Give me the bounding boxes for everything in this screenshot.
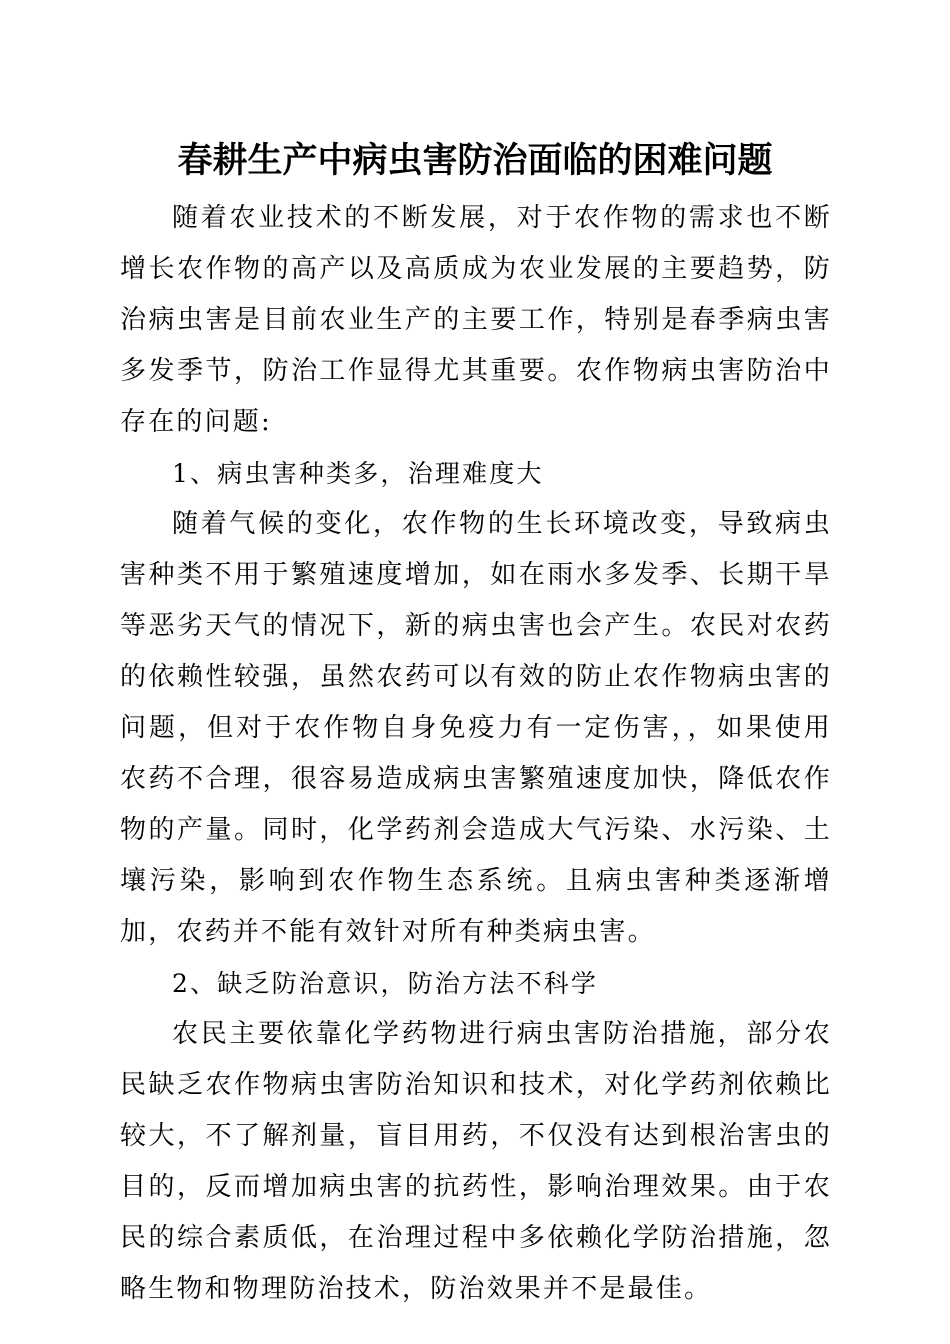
document-body (120, 193, 832, 1315)
intro-paragraph: 随着农业技术的不断发展，对于农作物的需求也不断增长农作物的高产以及高质成为农业发展的主要趋势，防治病虫害是目前农业生产的主要工作，特别是春季病虫害多发季节，防治工作显得尤其重要。农作物病虫害防治中存在的问题: (120, 203, 832, 437)
section-body-2: 农民主要依靠化学药物进行病虫害防治措施，部分农民缺乏农作物病虫害防治知识和技术，对化学药剂依赖比较大，不了解剂量，盲目用药，不仅没有达到根治害虫的目的，反而增加病虫害的抗药性，影响治理效果。由于农民的综合素质低，在治理过程中多依赖化学防治措施，忽略生物和物理防治技术，防治效果并不是最佳。 (120, 1019, 832, 1304)
document-title: 春耕生产中病虫害防治面临的困难问题 (177, 140, 773, 181)
section-heading-2: 2、缺乏防治意识，防治方法不科学 (172, 969, 599, 998)
section-body-1: 随着气候的变化，农作物的生长环境改变，导致病虫害种类不用于繁殖速度增加，如在雨水多发季、长期干旱等恶劣天气的情况下，新的病虫害也会产生。农民对农药的依赖性较强，虽然农药可以有效的防止农作物病虫害的问题，但对于农作物自身免疫力有一定伤害，，如果使用农药不合理，很容易造成病虫害繁殖速度加快，降低农作物的产量。同时，化学药剂会造成大气污染、水污染、土壤污染，影响到农作物生态系统。且病虫害种类逐渐增加，农药并不能有效针对所有种类病虫害。 (120, 509, 832, 947)
section-heading-1: 1、病虫害种类多，治理难度大 (172, 459, 544, 488)
